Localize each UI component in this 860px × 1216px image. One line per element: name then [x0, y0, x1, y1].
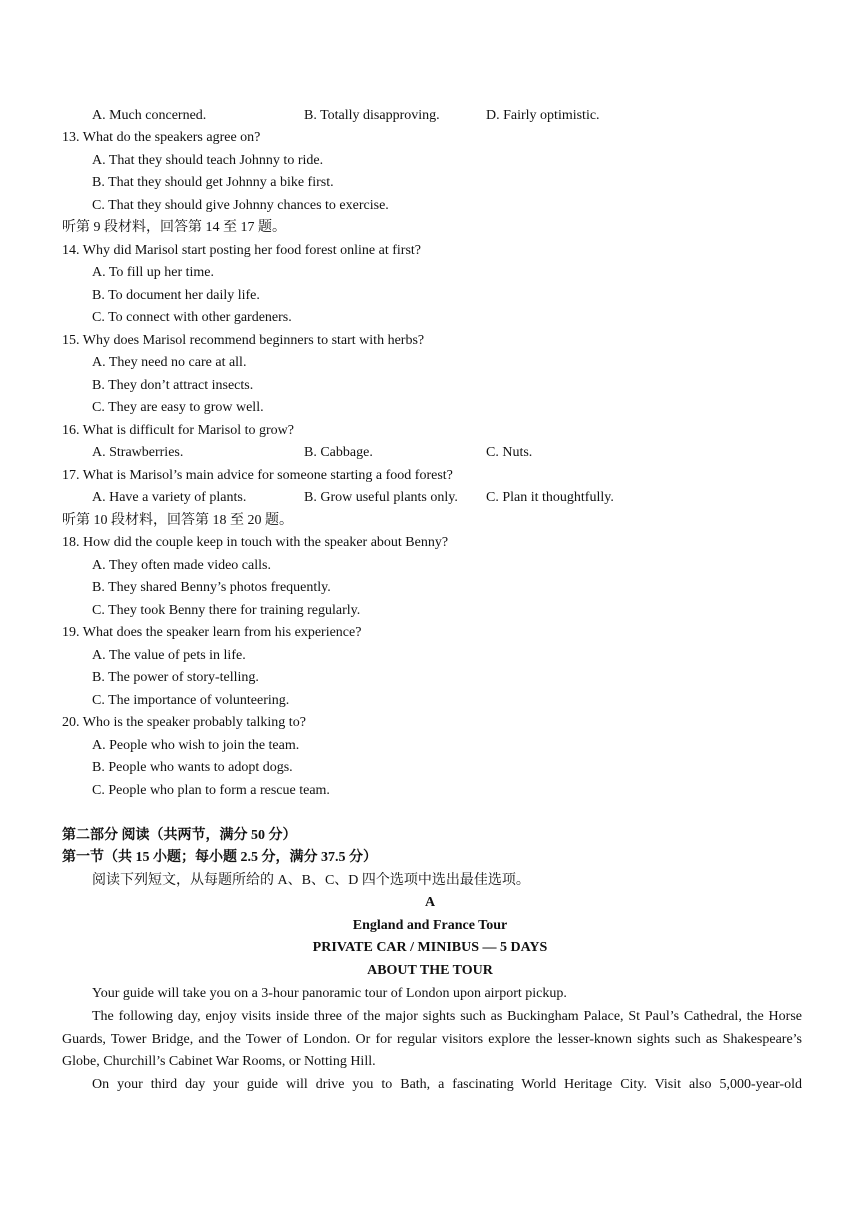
option-a: A. People who wish to join the team. — [92, 738, 300, 753]
question-stem: 17. What is Marisol’s main advice for someone starting a food forest? — [62, 468, 453, 483]
option-a: A. To fill up her time. — [92, 265, 215, 280]
option-b: B. Grow useful plants only. — [304, 490, 458, 505]
reading-instruction: 阅读下列短文，从每题所给的 A、B、C、D 四个选项中选出最佳选项。 — [92, 873, 530, 888]
passage-paragraph-3: On your third day your guide will drive you to Bath, a fascinating World Heritage City. Visit also 5,000-year-old — [92, 1077, 802, 1092]
option-b: B. They don’t attract insects. — [92, 378, 254, 393]
question-stem: 20. Who is the speaker probably talking to? — [62, 715, 306, 730]
passage-subtitle: PRIVATE CAR / MINIBUS — 5 DAYS — [312, 940, 548, 955]
option-b: B. The power of story-telling. — [92, 670, 259, 685]
option-a: A. That they should teach Johnny to ride. — [92, 153, 324, 168]
option-b: B. Cabbage. — [304, 445, 373, 460]
option-c: C. Nuts. — [486, 445, 533, 460]
q12-option-b: B. Totally disapproving. — [304, 108, 440, 123]
option-b: B. To document her daily life. — [92, 288, 260, 303]
passage-paragraph-2: The following day, enjoy visits inside three of the major sights such as Buckingham Palace, St Paul’s Cathedral, the Horse Guards, Tower Bridge, and the Tower of London. Or for regular visitors explore the lesser-known sights such as Shakespeare’s Globe, Churchill’s Cabinet War Rooms, or Notting Hill. — [62, 1009, 802, 1069]
option-a: A. Strawberries. — [92, 445, 184, 460]
option-b: B. They shared Benny’s photos frequently. — [92, 580, 331, 595]
section-instruction-9: 听第 9 段材料，回答第 14 至 17 题。 — [62, 220, 286, 235]
part2-title: 第二部分 阅读（共两节，满分 50 分） — [62, 828, 297, 843]
option-c: C. They are easy to grow well. — [92, 400, 264, 415]
question-stem: 14. Why did Marisol start posting her food forest online at first? — [62, 243, 422, 258]
option-a: A. They often made video calls. — [92, 558, 271, 573]
question-stem: 18. How did the couple keep in touch with the speaker about Benny? — [62, 535, 449, 550]
section-instruction-10: 听第 10 段材料，回答第 18 至 20 题。 — [62, 513, 293, 528]
question-stem: 15. Why does Marisol recommend beginners to start with herbs? — [62, 333, 425, 348]
option-a: A. Have a variety of plants. — [92, 490, 247, 505]
q12-option-d: D. Fairly optimistic. — [486, 108, 600, 123]
question-stem: 19. What does the speaker learn from his experience? — [62, 625, 362, 640]
passage-letter: A — [424, 895, 436, 910]
option-b: B. That they should get Johnny a bike first. — [92, 175, 334, 190]
option-b: B. People who wants to adopt dogs. — [92, 760, 293, 775]
part2-section1-title: 第一节（共 15 小题；每小题 2.5 分，满分 37.5 分） — [62, 850, 377, 865]
option-c: C. The importance of volunteering. — [92, 693, 290, 708]
option-a: A. The value of pets in life. — [92, 648, 246, 663]
question-stem: 13. What do the speakers agree on? — [62, 130, 261, 145]
option-c: C. That they should give Johnny chances to exercise. — [92, 198, 389, 213]
option-c: C. They took Benny there for training regularly. — [92, 603, 361, 618]
passage-paragraph-1: Your guide will take you on a 3-hour panoramic tour of London upon airport pickup. — [92, 986, 567, 1001]
question-stem: 16. What is difficult for Marisol to grow? — [62, 423, 294, 438]
q12-option-a: A. Much concerned. — [92, 108, 207, 123]
option-a: A. They need no care at all. — [92, 355, 247, 370]
passage-title: England and France Tour — [352, 918, 508, 933]
passage-heading: ABOUT THE TOUR — [367, 963, 493, 978]
option-c: C. To connect with other gardeners. — [92, 310, 292, 325]
option-c: C. Plan it thoughtfully. — [486, 490, 614, 505]
option-c: C. People who plan to form a rescue team. — [92, 783, 330, 798]
